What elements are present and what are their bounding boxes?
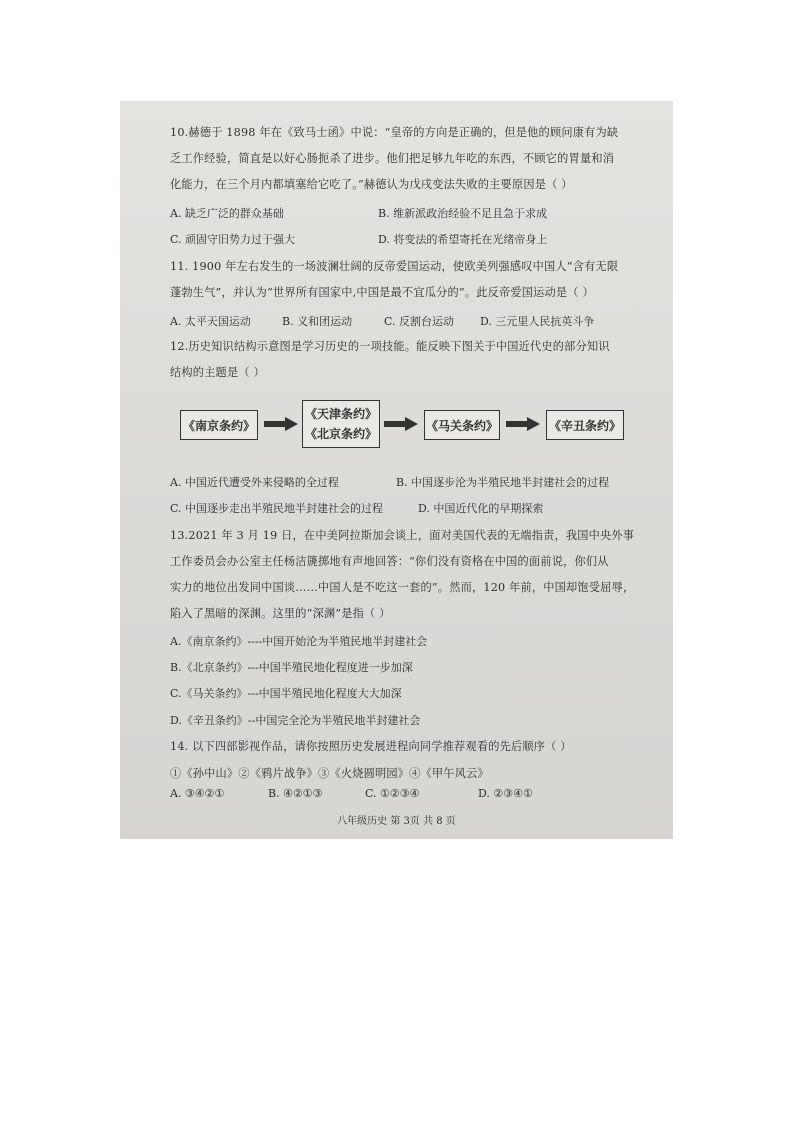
diagram-box-xinchou-label: 《辛丑条约》 [548, 418, 621, 433]
q11-line-1: 11. 1900 年左右发生的一场波澜壮阔的反帝爱国运动，使欧美列强感叹中国人“含有无限 [170, 260, 619, 273]
q10-line-2: 乏工作经验，简直是以好心肠扼杀了进步。他们把足够九年吃的东西，不顾它的胃量和消 [170, 152, 615, 165]
q11-line-2: 蓬勃生气”，并认为“世界所有国家中,中国是最不宜瓜分的”。此反帝爱国运动是（ ） [170, 286, 594, 299]
q11-option-a: A. 太平天国运动 [170, 315, 251, 328]
diagram-box-nanjing-label: 《南京条约》 [182, 418, 255, 433]
q13-line-2: 工作委员会办公室主任杨洁篪掷地有声地回答：“你们没有资格在中国的面前说，你们从 [170, 555, 609, 568]
q10-option-c: C. 顽固守旧势力过于强大 [170, 233, 296, 246]
q13-option-a: A.《南京条约》----中国开始沦为半殖民地半封建社会 [170, 635, 428, 648]
diagram-box-xinchou [546, 410, 624, 440]
diagram-box-tianjin-beijing [302, 400, 380, 448]
q11-option-b: B. 义和团运动 [282, 315, 353, 328]
arrow-right-icon [506, 417, 540, 431]
q14-option-a: A. ③④②① [170, 787, 225, 800]
q12-option-b: B. 中国逐步沦为半殖民地半封建社会的过程 [396, 476, 610, 489]
diagram-box-beijing-label: 《北京条约》 [304, 427, 377, 441]
q13-line-4: 陷入了黑暗的深渊。这里的“深渊”是指（ ） [170, 607, 391, 620]
q12-option-a: A. 中国近代遭受外来侵略的全过程 [170, 476, 339, 489]
q12-option-d: D. 中国近代化的早期探索 [418, 502, 544, 515]
q10-line-3: 化能力，在三个月内都填塞给它吃了。”赫德认为戊戌变法失败的主要原因是（ ） [170, 178, 573, 191]
q12-line-2: 结构的主题是（ ） [170, 366, 265, 379]
q14-option-b: B. ④②①③ [268, 787, 323, 800]
q13-option-c: C.《马关条约》---中国半殖民地化程度大大加深 [170, 687, 402, 700]
q13-line-3: 实力的地位出发同中国谈……中国人是不吃这一套的”。然而，120 年前，中国却饱受屈辱， [170, 581, 635, 594]
q12-line-1: 12.历史知识结构示意图是学习历史的一项技能。能反映下图关于中国近代史的部分知识 [170, 340, 610, 353]
q13-option-b: B.《北京条约》---中国半殖民地化程度进一步加深 [170, 661, 413, 674]
diagram-box-nanjing [180, 410, 258, 440]
page-footer: 八年级历史 第 3页 共 8 页 [337, 816, 456, 827]
q10-option-b: B. 维新派政治经验不足且急于求成 [378, 207, 548, 220]
q12-option-c: C. 中国逐步走出半殖民地半封建社会的过程 [170, 502, 384, 515]
q14-line-1: 14. 以下四部影视作品，请你按照历史发展进程向同学推荐观看的先后顺序（ ） [170, 740, 572, 753]
q10-line-1: 10.赫德于 1898 年在《致马士函》中说：“皇帝的方向是正确的，但是他的顾问康有为缺 [170, 126, 619, 139]
diagram-box-tianjin-label: 《天津条约》 [304, 407, 377, 421]
q10-option-d: D. 将变法的希望寄托在光绪帝身上 [378, 233, 548, 246]
q11-option-d: D. 三元里人民抗英斗争 [480, 315, 595, 328]
q10-option-a: A. 缺乏广泛的群众基础 [170, 207, 284, 220]
q14-option-c: C. ①②③④ [365, 787, 420, 800]
q14-option-d: D. ②③④① [478, 787, 533, 800]
diagram-box-maguan-label: 《马关条约》 [425, 418, 498, 433]
arrow-right-icon [264, 417, 298, 431]
q13-line-1: 13.2021 年 3 月 19 日，在中美阿拉斯加会谈上，面对美国代表的无端指责，我国中央外事 [170, 529, 635, 542]
diagram-box-maguan [424, 410, 500, 440]
q14-line-2: ①《孙中山》②《鸦片战争》③《火烧圆明园》④《甲午风云》 [170, 767, 489, 780]
arrow-right-icon [384, 417, 418, 431]
q13-option-d: D.《辛丑条约》--中国完全沦为半殖民地半封建社会 [170, 714, 421, 727]
q11-option-c: C. 反割台运动 [384, 315, 455, 328]
scanned-page [120, 101, 673, 839]
